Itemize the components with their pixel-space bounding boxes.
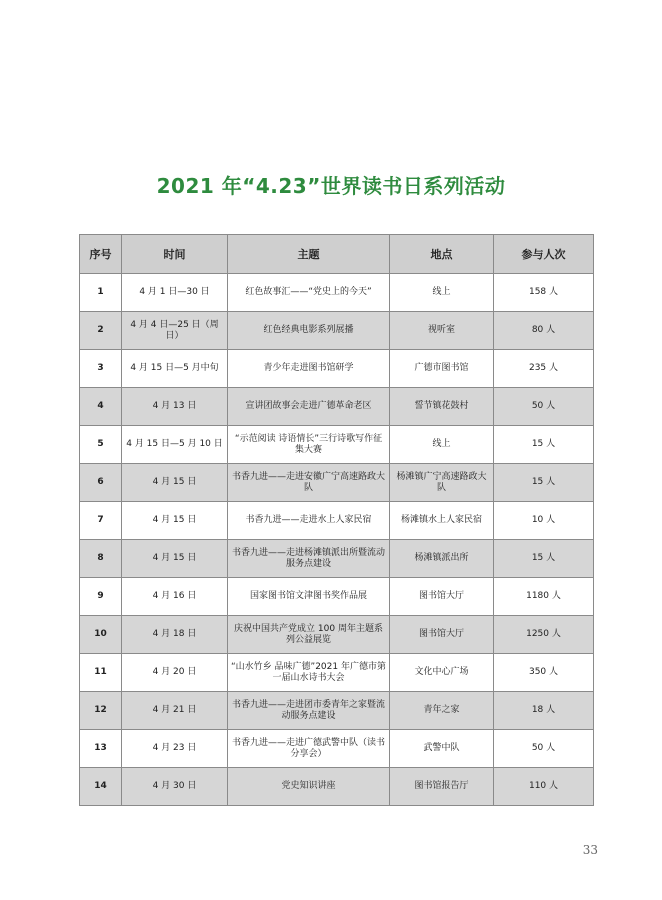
cell-place: 图书馆报告厅 [390, 768, 494, 806]
table-row [80, 312, 594, 350]
cell-no: 5 [80, 426, 122, 464]
cell-no: 14 [80, 768, 122, 806]
cell-count: 15 人 [494, 426, 594, 464]
cell-time: 4 月 4 日—25 日（周日） [122, 312, 228, 350]
cell-count: 15 人 [494, 540, 594, 578]
cell-theme: “示范阅读 诗语情长”三行诗歌写作征集大赛 [228, 426, 390, 464]
cell-time: 4 月 18 日 [122, 616, 228, 654]
table-row [80, 578, 594, 616]
cell-time: 4 月 15 日 [122, 464, 228, 502]
cell-no: 6 [80, 464, 122, 502]
table-row [80, 730, 594, 768]
cell-theme: 庆祝中国共产党成立 100 周年主题系列公益展览 [228, 616, 390, 654]
cell-theme: 书香九进——走进安徽广宁高速路政大队 [228, 464, 390, 502]
cell-theme: 国家图书馆文津图书奖作品展 [228, 578, 390, 616]
cell-no: 12 [80, 692, 122, 730]
cell-no: 7 [80, 502, 122, 540]
cell-time: 4 月 20 日 [122, 654, 228, 692]
cell-place: 视听室 [390, 312, 494, 350]
table-row [80, 768, 594, 806]
cell-count: 50 人 [494, 730, 594, 768]
table-header-row [80, 235, 594, 274]
cell-time: 4 月 15 日—5 月 10 日 [122, 426, 228, 464]
cell-no: 8 [80, 540, 122, 578]
cell-place: 杨滩镇水上人家民宿 [390, 502, 494, 540]
cell-count: 50 人 [494, 388, 594, 426]
cell-no: 10 [80, 616, 122, 654]
cell-count: 158 人 [494, 274, 594, 312]
table-row [80, 274, 594, 312]
cell-theme: 红色经典电影系列展播 [228, 312, 390, 350]
cell-time: 4 月 13 日 [122, 388, 228, 426]
cell-time: 4 月 21 日 [122, 692, 228, 730]
cell-time: 4 月 16 日 [122, 578, 228, 616]
cell-place: 杨滩镇派出所 [390, 540, 494, 578]
cell-no: 2 [80, 312, 122, 350]
cell-time: 4 月 15 日 [122, 502, 228, 540]
cell-place: 线上 [390, 426, 494, 464]
header-theme: 主题 [228, 235, 390, 274]
cell-no: 11 [80, 654, 122, 692]
table-row [80, 502, 594, 540]
cell-place: 线上 [390, 274, 494, 312]
cell-no: 9 [80, 578, 122, 616]
cell-count: 350 人 [494, 654, 594, 692]
cell-place: 杨滩镇广宁高速路政大队 [390, 464, 494, 502]
cell-count: 1250 人 [494, 616, 594, 654]
cell-place: 青年之家 [390, 692, 494, 730]
cell-theme: 书香九进——走进广德武警中队（读书分享会） [228, 730, 390, 768]
cell-count: 110 人 [494, 768, 594, 806]
cell-count: 1180 人 [494, 578, 594, 616]
table-row [80, 654, 594, 692]
cell-no: 1 [80, 274, 122, 312]
cell-time: 4 月 1 日—30 日 [122, 274, 228, 312]
table-row [80, 426, 594, 464]
cell-theme: 党史知识讲座 [228, 768, 390, 806]
cell-place: 广德市图书馆 [390, 350, 494, 388]
table-row [80, 616, 594, 654]
table-row [80, 464, 594, 502]
header-count: 参与人次 [494, 235, 594, 274]
header-no: 序号 [80, 235, 122, 274]
cell-time: 4 月 30 日 [122, 768, 228, 806]
activities-table [79, 234, 594, 806]
cell-no: 3 [80, 350, 122, 388]
cell-place: 图书馆大厅 [390, 578, 494, 616]
cell-place: 誓节镇花鼓村 [390, 388, 494, 426]
cell-theme: 宣讲团故事会走进广德革命老区 [228, 388, 390, 426]
page-title: 2021 年“4.23”世界读书日系列活动 [156, 174, 506, 198]
cell-count: 80 人 [494, 312, 594, 350]
cell-count: 235 人 [494, 350, 594, 388]
cell-time: 4 月 15 日 [122, 540, 228, 578]
header-time: 时间 [122, 235, 228, 274]
cell-place: 武警中队 [390, 730, 494, 768]
cell-place: 图书馆大厅 [390, 616, 494, 654]
table-row [80, 350, 594, 388]
header-place: 地点 [390, 235, 494, 274]
cell-theme: 红色故事汇——“党史上的今天” [228, 274, 390, 312]
table-row [80, 540, 594, 578]
cell-theme: 青少年走进图书馆研学 [228, 350, 390, 388]
cell-theme: 书香九进——走进杨滩镇派出所暨流动服务点建设 [228, 540, 390, 578]
cell-time: 4 月 15 日—5 月中旬 [122, 350, 228, 388]
table-row [80, 692, 594, 730]
cell-count: 15 人 [494, 464, 594, 502]
cell-place: 文化中心广场 [390, 654, 494, 692]
table-row [80, 388, 594, 426]
cell-theme: 书香九进——走进团市委青年之家暨流动服务点建设 [228, 692, 390, 730]
cell-count: 18 人 [494, 692, 594, 730]
cell-count: 10 人 [494, 502, 594, 540]
page-number: 33 [582, 843, 598, 857]
cell-theme: “山水竹乡 品味广德”2021 年广德市第一届山水诗书大会 [228, 654, 390, 692]
cell-no: 13 [80, 730, 122, 768]
cell-time: 4 月 23 日 [122, 730, 228, 768]
cell-theme: 书香九进——走进水上人家民宿 [228, 502, 390, 540]
cell-no: 4 [80, 388, 122, 426]
